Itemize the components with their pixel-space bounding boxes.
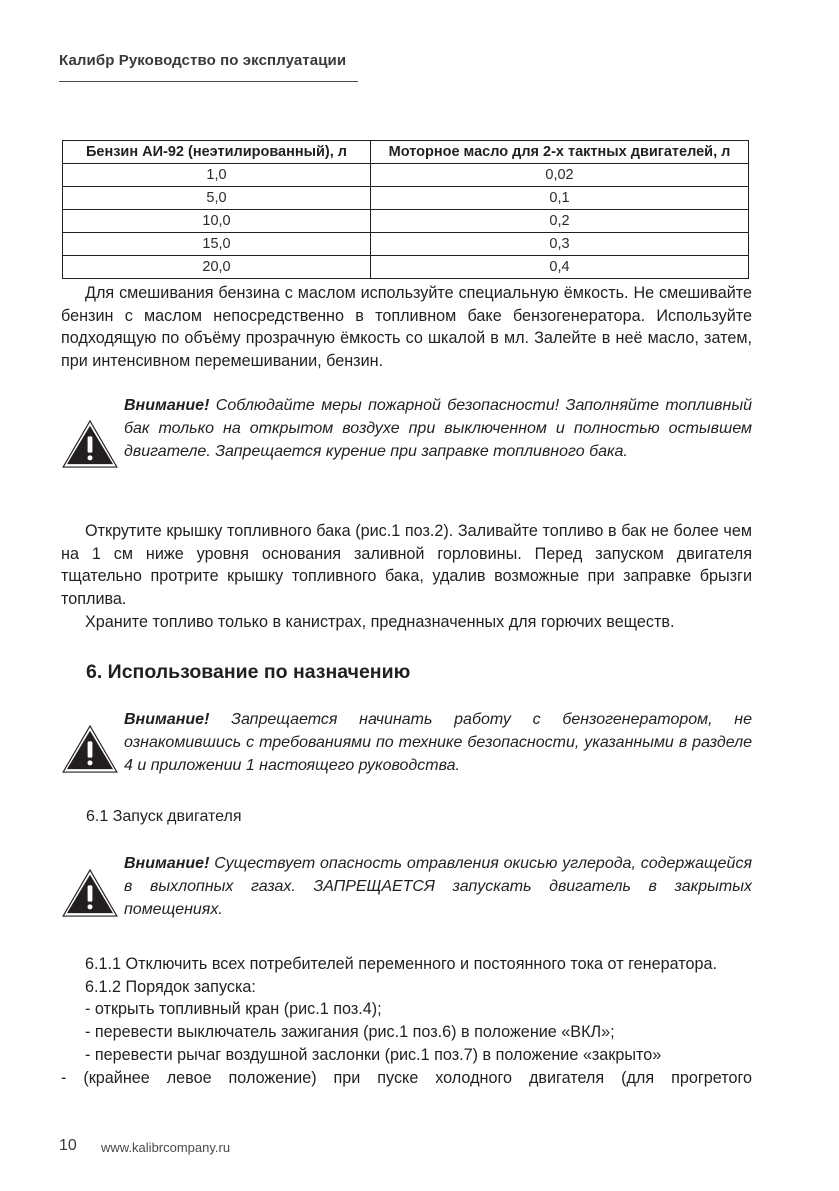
- section-heading: 6. Использование по назначению: [86, 661, 411, 683]
- step-6-1-1: 6.1.1 Отключить всех потребителей переменного и постоянного тока от генератора.: [85, 955, 717, 973]
- oil-cell: 0,1: [371, 187, 749, 210]
- oil-cell: 0,4: [371, 256, 749, 279]
- fuel-instructions-text: Открутите крышку топливного бака (рис.1 поз.2). Заливайте топливо в бак не более чем на 1 см ниже уровня основания заливной горловины. Перед запуском двигателя тщательно протрите крышку топливного бака, удалив возможные при заправке брызги топлива.: [61, 522, 752, 609]
- warning-label: Внимание!: [124, 855, 210, 872]
- footer-website-link[interactable]: www.kalibrcompany.ru: [101, 1140, 231, 1155]
- warning-triangle-icon: [61, 725, 119, 773]
- table-row: [63, 256, 749, 279]
- step-item: - перевести выключатель зажигания (рис.1 поз.6) в положение «ВКЛ»;: [85, 1023, 615, 1042]
- warning-block-co: [61, 852, 752, 921]
- step-item: - перевести рычаг воздушной заслонки (рис.1 поз.7) в положение «закрыто»: [85, 1045, 662, 1064]
- warning-body: Соблюдайте меры пожарной безопасности! Заполняйте топливный бак только на открытом воздухе при выключенном и полностью остывшем двигателе. Запрещается курение при заправке топливного бака.: [124, 397, 752, 460]
- table-row: [63, 164, 749, 187]
- warning-body: Существует опасность отравления окисью углерода, содержащейся в выхлопных газах. ЗАПРЕЩАЕТСЯ запускать двигатель в закрытых помещениях.: [124, 855, 752, 918]
- gasoline-cell: 10,0: [63, 210, 371, 233]
- table-row: [63, 187, 749, 210]
- step-item: - открыть топливный кран (рис.1 поз.4);: [85, 1000, 382, 1019]
- table-row: [63, 210, 749, 233]
- table-header-row: [63, 141, 749, 164]
- gasoline-cell: 20,0: [63, 256, 371, 279]
- warning-block-fire: [61, 394, 752, 463]
- running-head-title: Калибр Руководство по эксплуатации: [59, 52, 347, 69]
- warning-label: Внимание!: [124, 711, 210, 728]
- page-number: 10: [59, 1137, 77, 1154]
- oil-cell: 0,02: [371, 164, 749, 187]
- warning-body: Запрещается начинать работу с бензогенератором, не ознакомившись с требованиями по технике безопасности, указанными в разделе 4 и приложении 1 настоящего руководства.: [124, 711, 752, 774]
- column-header-gasoline: Бензин АИ-92 (неэтилированный), л: [63, 141, 371, 164]
- running-head-rule: [59, 81, 358, 82]
- gasoline-cell: 1,0: [63, 164, 371, 187]
- warning-text: [124, 852, 752, 921]
- subsection-heading: 6.1 Запуск двигателя: [86, 808, 242, 825]
- table-row: [63, 233, 749, 256]
- warning-text: [124, 708, 752, 777]
- warning-label: Внимание!: [124, 397, 210, 414]
- warning-triangle-icon: [61, 420, 119, 468]
- mixing-text: Для смешивания бензина с маслом используйте специальную ёмкость. Не смешивайте бензин с маслом непосредственно в топливном баке бензогенератора. Используйте подходящую по объёму прозрачную ёмкость со шкалой в мл. Залейте в неё масло, затем, при интенсивном перемешивании, бензин.: [61, 284, 752, 371]
- fuel-oil-mix-table: [62, 140, 749, 279]
- fuel-paragraphs: [61, 520, 752, 634]
- startup-steps: [61, 953, 752, 1089]
- oil-cell: 0,2: [371, 210, 749, 233]
- warning-triangle-icon: [61, 869, 119, 917]
- fuel-storage-text: Храните топливо только в канистрах, предназначенных для горючих веществ.: [85, 612, 675, 631]
- gasoline-cell: 15,0: [63, 233, 371, 256]
- oil-cell: 0,3: [371, 233, 749, 256]
- step-continuation: - (крайнее левое положение) при пуске холодного двигателя (для прогретого: [61, 1068, 752, 1087]
- warning-text: [124, 394, 752, 463]
- step-6-1-2: 6.1.2 Порядок запуска:: [85, 977, 256, 996]
- gasoline-cell: 5,0: [63, 187, 371, 210]
- warning-block-safety: [61, 708, 752, 777]
- mixing-paragraph: [61, 282, 752, 373]
- column-header-oil: Моторное масло для 2-х тактных двигателей, л: [371, 141, 749, 164]
